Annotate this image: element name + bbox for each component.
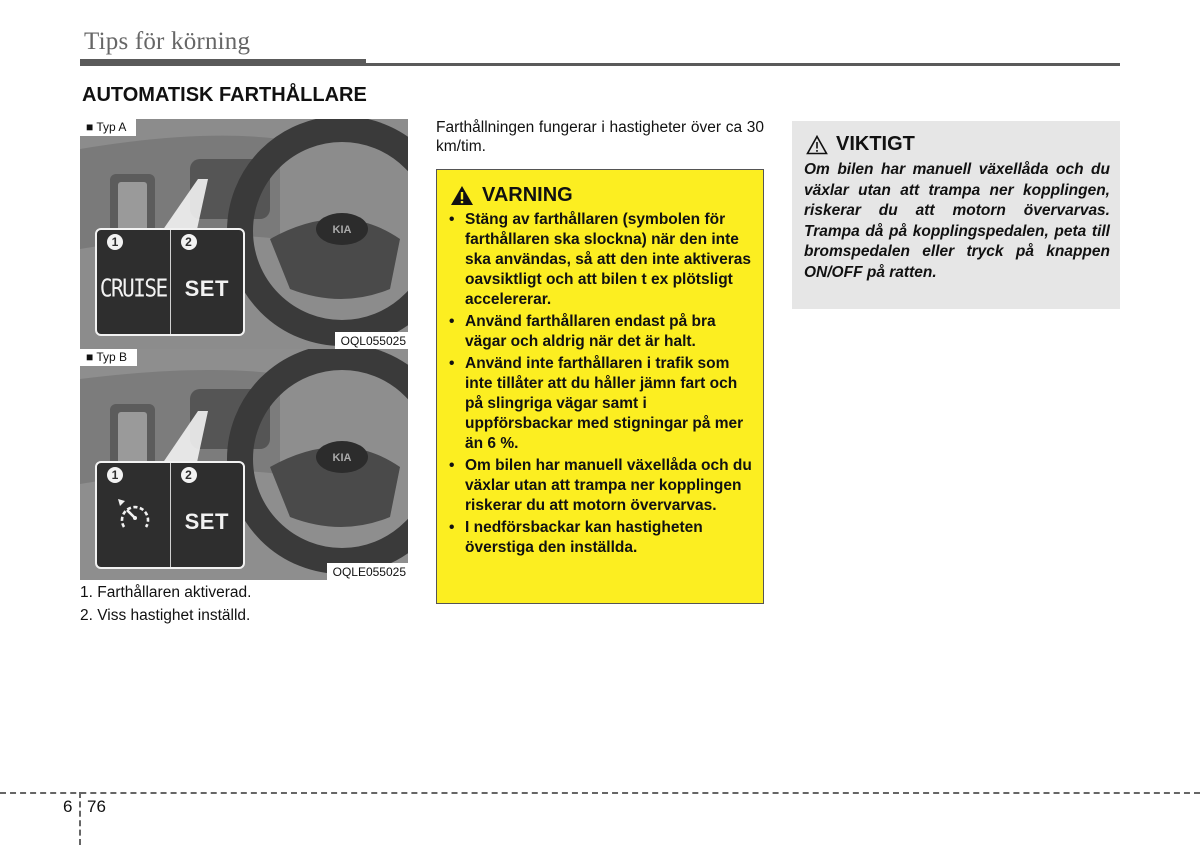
intro-paragraph: Farthållningen fungerar i hastigheter över ca 30 km/tim. (436, 119, 764, 155)
page-number: 76 (87, 797, 106, 816)
set-button (170, 230, 244, 334)
figure-label: ■ Typ A (80, 119, 136, 136)
warning-item: • I nedförsbackar kan hastigheten överstiga den inställda. (447, 518, 755, 558)
section-title: AUTOMATISK FARTHÅLLARE (82, 84, 367, 106)
set-label: SET (184, 509, 229, 534)
button-callout (95, 461, 245, 569)
important-text: Om bilen har manuell växellåda och du växlar utan att trampa ner kopplingen, riskerar du att motorn övervarvas. Trampa då på kopplingspedalen, peta till bromspedalen eller tryck på knappen ON/OFF på ratten. (804, 161, 1110, 281)
caution-triangle-icon (806, 135, 828, 155)
callout-number-1: 1 (107, 467, 123, 483)
chapter-number: 6 (63, 797, 73, 816)
caption-1: 1. Farthållaren aktiverad. (80, 584, 252, 601)
button-callout (95, 228, 245, 336)
header-bar (80, 59, 366, 66)
warning-title: VARNING (482, 184, 573, 206)
header-rule (366, 63, 1120, 66)
set-button (170, 463, 244, 567)
important-header (806, 133, 915, 156)
figure-label: ■ Typ B (80, 349, 137, 366)
footer-divider (79, 792, 81, 845)
callout-number-2: 2 (181, 234, 197, 250)
warning-item: • Använd farthållaren endast på bra vägar och aldrig när det är halt. (447, 312, 755, 352)
warning-list (447, 210, 755, 560)
caption-2: 2. Viss hastighet inställd. (80, 607, 251, 624)
set-label: SET (184, 276, 229, 301)
callout-number-2: 2 (181, 467, 197, 483)
cruise-button (97, 230, 170, 334)
warning-triangle-icon (450, 185, 474, 206)
footer-rule (0, 792, 1200, 794)
warning-item: • Använd inte farthållaren i trafik som inte tillåter att du håller jämn fart och på slingriga vägar samt i uppförsbackar med stigningar på mer än 6 %. (447, 354, 755, 454)
callout-number-1: 1 (107, 234, 123, 250)
figure-type-a (80, 119, 408, 349)
svg-text:KIA: KIA (332, 224, 352, 236)
page-header-title: Tips för körning (84, 28, 251, 55)
figure-code: OQLE055025 (327, 563, 408, 580)
warning-item: • Stäng av farthållaren (symbolen för farthållaren ska slockna) när den inte ska användas, så att den inte aktiveras oavsiktligt och att bilen t ex plötsligt accelererar. (447, 210, 755, 310)
warning-box (436, 169, 764, 604)
cruise-button (97, 463, 170, 567)
important-box (792, 121, 1120, 309)
figure-type-b (80, 349, 408, 580)
svg-text:KIA: KIA (332, 452, 352, 464)
warning-header (450, 184, 573, 207)
warning-item: • Om bilen har manuell växellåda och du växlar utan att trampa ner kopplingen riskerar du att motorn övervarvas. (447, 456, 755, 516)
cruise-text-icon: CRUISE (99, 273, 167, 303)
figure-code: OQL055025 (335, 332, 408, 349)
speedometer-cruise-icon (116, 497, 154, 533)
important-title: VIKTIGT (836, 133, 915, 155)
